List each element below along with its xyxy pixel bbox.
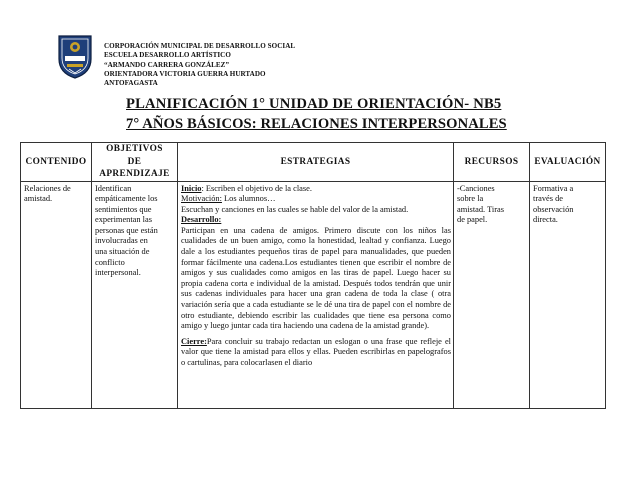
motivacion-paragraph (181, 194, 451, 205)
document-title: PLANIFICACIÓN 1° UNIDAD DE ORIENTACIÓN- NB5 (126, 96, 502, 112)
desarrollo-label: Desarrollo: (181, 215, 222, 225)
cell-line: directa. (533, 215, 558, 225)
institution-header (104, 42, 295, 88)
cell-line: observación (533, 204, 574, 214)
header-line: ESCUELA DESARROLLO ARTÍSTICO (104, 51, 231, 60)
header-objetivos-line: APRENDIZAJE (99, 169, 170, 179)
cell-line: interpersonal. (95, 268, 141, 278)
cell-line: sentimientos que (95, 204, 152, 214)
cell-line: través de (533, 194, 563, 204)
cell-line: involucradas en (95, 236, 148, 246)
cell-line: empáticamente los (95, 194, 158, 204)
motivacion-label: Motivación: (181, 194, 222, 204)
cell-line: amistad. (24, 194, 53, 204)
table-header-row (21, 143, 606, 182)
cell-line: -Canciones (457, 183, 495, 193)
cell-contenido (21, 181, 92, 409)
header-line: ORIENTADORA VICTORIA GUERRA HURTADO (104, 69, 266, 78)
cell-line: conflicto (95, 257, 125, 267)
inicio-label: Inicio (181, 183, 202, 193)
header-contenido: CONTENIDO (21, 143, 92, 182)
motivacion-line2: Escuchan y canciones en las cuales se hable del valor de la amistad. (181, 204, 409, 214)
header-estrategias: ESTRATEGIAS (178, 143, 454, 182)
inicio-paragraph (181, 184, 451, 195)
header-recursos: RECURSOS (454, 143, 530, 182)
cell-line: personas que están (95, 225, 158, 235)
table-row (21, 181, 606, 409)
cell-line: amistad. Tiras (457, 204, 504, 214)
cell-estrategias (178, 181, 454, 409)
cell-line: de papel. (457, 215, 488, 225)
planning-table (20, 142, 606, 409)
cell-objetivos (92, 181, 178, 409)
header-line: CORPORACIÓN MUNICIPAL DE DESARROLLO SOCIAL (104, 42, 296, 50)
inicio-text: : Escriben el objetivo de la clase. (201, 183, 312, 193)
cierre-paragraph (181, 337, 451, 369)
header-objetivos (92, 143, 178, 182)
cierre-text: Para concluir su trabajo redactan un eslogan o una frase que refleje el valor que tiene la amistad para ellos y ellas. Pueden escribirlas en papelografos o cartulinas, para colocarlasen el diario (181, 336, 451, 367)
cell-line: Identifican (95, 183, 132, 193)
document-subtitle: 7° AÑOS BÁSICOS: RELACIONES INTERPERSONALES (126, 116, 507, 132)
desarrollo-text: Participan en una cadena de amigos. Primero discute con los niños las cualidades de un buen amigo, como la honestidad, lealtad y confianza. Luego dale a los estudiantes pequeños tiras de papel para manualidades, que pueden formar fácilmente una cadena.Los estudiantes tienen que escribir el nombre de amigos y sus cualidades como amigos en las tiras de papel. Luego hacer su propia cadena corta e individual de la amistad. Después todos tendrán que unir sus cadenas individuales para hacer una gran cadena de toda la clase ( otra variación sería que a cada estudiante se le dé una tira de papel con el nombre de otro estudiante, debiendo escribir las cualidades que tiene esa persona como amigo y luego juntar cada tira haciendo una cadena de la amistad grande). (181, 225, 451, 331)
cell-evaluacion (530, 181, 606, 409)
cell-line: experimentan las (95, 215, 152, 225)
header-line: “ARMANDO CARRERA GONZÁLEZ” (104, 60, 230, 69)
header-evaluacion: EVALUACIÓN (530, 143, 606, 182)
cell-line: Relaciones de (24, 183, 71, 193)
school-crest-icon (55, 33, 95, 79)
cierre-label: Cierre: (181, 336, 207, 346)
cell-recursos (454, 181, 530, 409)
motivacion-text: Los alumnos… (221, 194, 276, 204)
header-objetivos-line: DE (127, 156, 142, 167)
cell-line: sobre la (457, 194, 484, 204)
cell-line: una situación de (95, 247, 150, 257)
header-objetivos-line: OBJETIVOS (106, 144, 163, 154)
header-line: ANTOFAGASTA (104, 79, 158, 88)
cell-line: Formativa a (533, 183, 574, 193)
